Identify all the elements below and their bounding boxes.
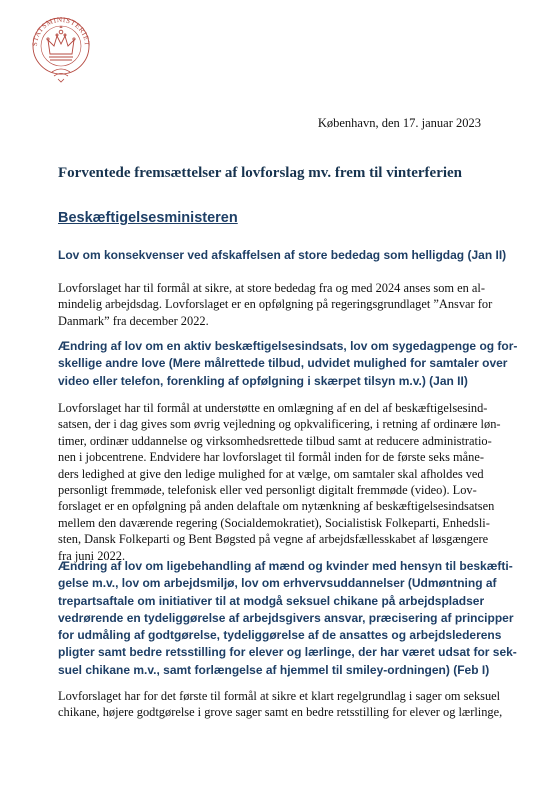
body-line: sten, Dansk Folkeparti og Bent Bøgsted på vegne af arbejdsfællesskabet af løsgængere [58, 532, 489, 547]
body-line: timer, ordinær uddannelse og virksomhedsrettede tilbud samt at reducere administratio- [58, 433, 492, 448]
section-3-body [58, 688, 503, 721]
body-line: fra juni 2022. [58, 548, 126, 563]
heading-line: Ændring af lov om en aktiv beskæftigelsesindsats, lov om sygedagpenge og for- [58, 339, 518, 353]
body-line: Lovforslaget har til formål at sikre, at store bededag fra og med 2024 anses som en al- [58, 281, 485, 295]
body-line: mindelig arbejdsdag. Lovforslaget er en opfølgning på regeringsgrundlaget ”Ansvar for [58, 297, 493, 312]
body-line: Lovforslaget har til formål at understøtte en omlægning af en del af beskæftigelsesind- [58, 401, 488, 415]
body-line: chikane, højere godtgørelse i grove sager samt en bedre retsstilling for elever og lærlinge, [58, 705, 503, 720]
heading-line: suel chikane m.v., samt forlængelse af hjemmel til smiley-ordningen) (Feb I) [58, 662, 490, 677]
section-2-heading [58, 338, 518, 390]
heading-line: pligter samt bedre retsstilling for elever og lærlinge, der har været udsat for sek- [58, 645, 517, 660]
section-1-heading [58, 247, 507, 264]
crown-seal-icon [28, 8, 94, 84]
heading-line: skellige andre love (Mere målrettede tilbud, udvidet mulighed for samtaler over [58, 356, 508, 371]
seal-text: STATSMINISTERIET [30, 15, 92, 47]
heading-line: Ændring af lov om ligebehandling af mænd og kvinder med hensyn til beskæfti- [58, 559, 513, 573]
body-line: personligt fremmøde, telefonisk eller ved personligt digitalt fremmøde (video). Lov- [58, 483, 477, 498]
section-2-body [58, 400, 501, 564]
body-line: forslaget er en opfølgning på anden delaftale om nytænkning af beskæftigelsesindsatsen [58, 499, 495, 514]
heading-line: vedrørende en tydeliggørelse af arbejdsgivers ansvar, præcisering af principper [58, 610, 514, 625]
heading-line: trepartsaftale om initiativer til at modgå seksuel chikane på arbejdspladser [58, 593, 485, 608]
body-line: nen i jobcentrene. Endvidere har lovforslaget til formål inden for de første seks måne- [58, 450, 484, 465]
section-3-heading [58, 558, 517, 679]
body-line: ders ledighed at give den ledige mulighed for at vælge, om samtaler skal afholdes ved [58, 466, 484, 481]
heading-line: for udmåling af godtgørelse, tydeliggørelse af de ansattes og arbejdslederens [58, 628, 502, 643]
body-line: satsen, der i dag gives som øvrig vejledning og opkvalificering, i retning af ordinære løn- [58, 417, 501, 432]
document-title: Forventede fremsættelser af lovforslag mv. frem til vinterferien [58, 165, 463, 181]
statsministeriet-seal [28, 8, 94, 84]
heading-line: video eller telefon, forenkling af opfølgning i skærpet tilsyn m.v.) (Jan II) [58, 373, 468, 388]
body-line: mellem den daværende regering (Socialdemokratiet), Socialistisk Folkeparti, Enhedsli- [58, 515, 490, 530]
section-1-body [58, 280, 493, 329]
document-date: København, den 17. januar 2023 [317, 116, 481, 130]
heading-line: gelse m.v., lov om arbejdsmiljø, lov om erhvervsuddannelser (Udmøntning af [58, 576, 497, 591]
body-line: Lovforslaget har for det første til formål at sikre et klart regelgrundlag i sager om seksuel [58, 689, 501, 703]
body-line: Danmark” fra december 2022. [58, 313, 209, 328]
ministry-heading: Beskæftigelsesministeren [58, 210, 238, 226]
heading-line: Lov om konsekvenser ved afskaffelsen af store bededag som helligdag (Jan II) [58, 248, 507, 262]
